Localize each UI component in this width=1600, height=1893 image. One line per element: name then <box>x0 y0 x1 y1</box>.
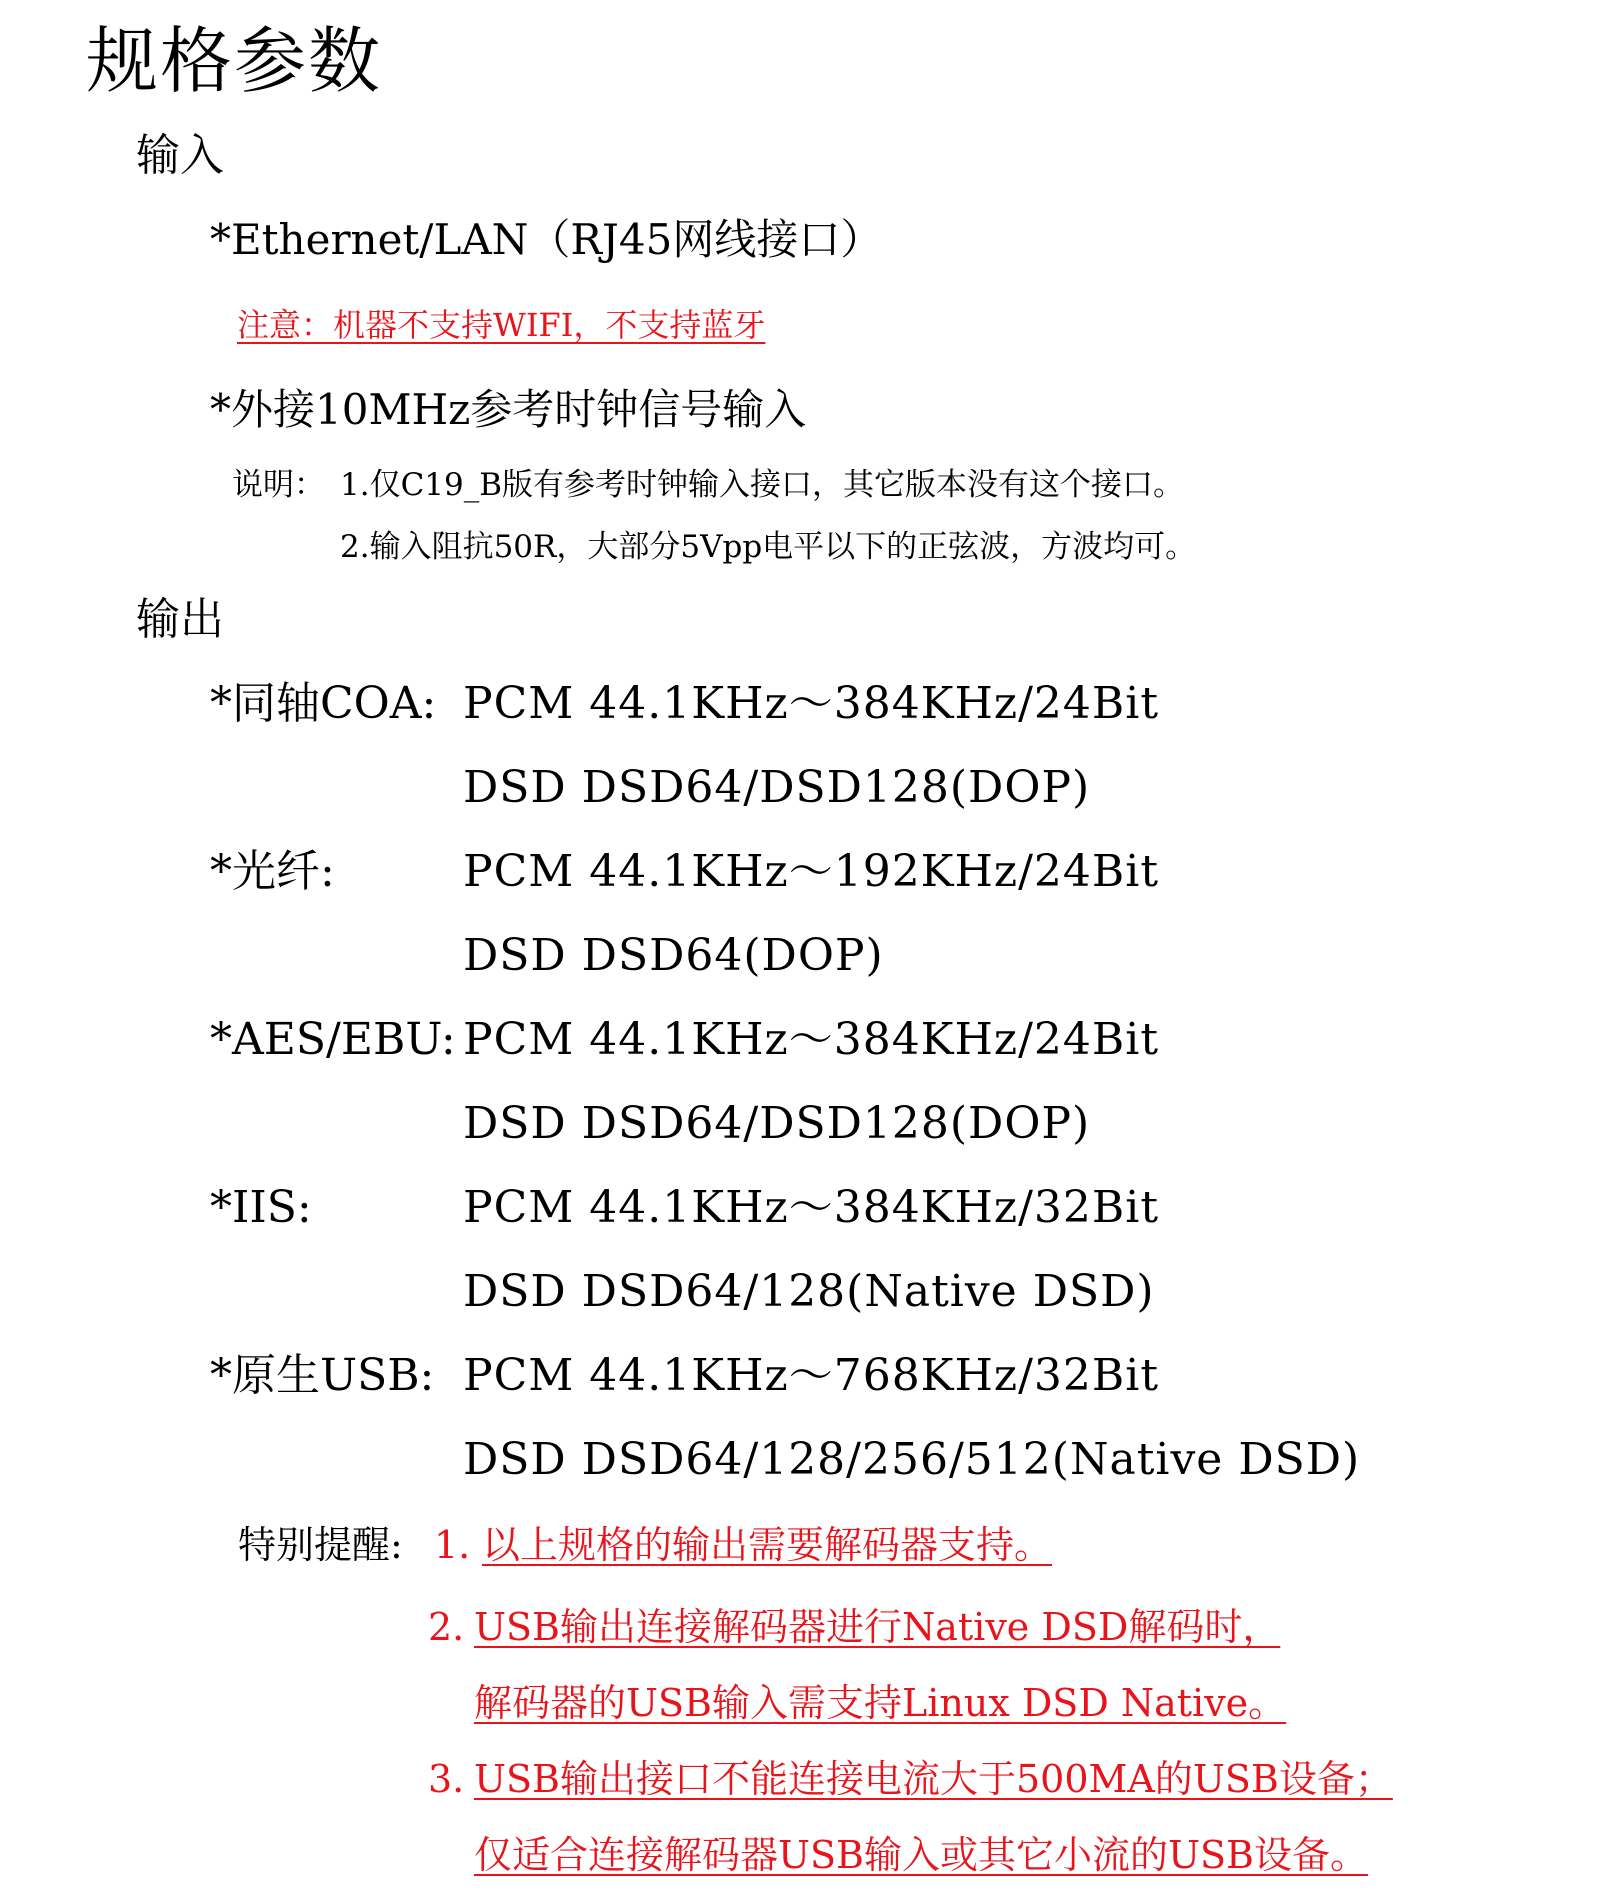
spec-dsd-aes-ebu: DSD DSD64/DSD128(DOP) <box>463 1098 1091 1149</box>
reminder-number-1: 1. <box>434 1523 471 1567</box>
spec-label-iis: *IIS: <box>210 1182 312 1233</box>
reminder-label: 特别提醒: <box>238 1523 403 1567</box>
reminder-number-2: 2. <box>428 1605 465 1649</box>
spec-label-usb: *原生USB: <box>210 1350 435 1401</box>
input-heading: 输入 <box>136 130 224 181</box>
wifi-warning: 注意：机器不支持WIFI，不支持蓝牙 <box>237 306 766 344</box>
spec-dsd-usb: DSD DSD64/128/256/512(Native DSD) <box>463 1434 1361 1485</box>
spec-label-aes-ebu: *AES/EBU: <box>210 1014 456 1065</box>
reminder-text-2a: USB输出连接解码器进行Native DSD解码时， <box>474 1605 1281 1649</box>
spec-pcm-optical: PCM 44.1KHz～192KHz/24Bit <box>463 846 1160 897</box>
spec-pcm-coaxial: PCM 44.1KHz～384KHz/24Bit <box>463 678 1160 729</box>
reminder-text-3b: 仅适合连接解码器USB输入或其它小流的USB设备。 <box>474 1833 1368 1877</box>
reminder-text-3a: USB输出接口不能连接电流大于500MA的USB设备； <box>474 1757 1393 1801</box>
explain-label: 说明： <box>232 467 325 503</box>
spec-dsd-iis: DSD DSD64/128(Native DSD) <box>463 1266 1155 1317</box>
spec-pcm-aes-ebu: PCM 44.1KHz～384KHz/24Bit <box>463 1014 1160 1065</box>
explain-line-2: 2.输入阻抗50R，大部分5Vpp电平以下的正弦波，方波均可。 <box>340 529 1197 565</box>
spec-pcm-usb: PCM 44.1KHz～768KHz/32Bit <box>463 1350 1160 1401</box>
explain-line-1: 1.仅C19_B版有参考时钟输入接口，其它版本没有这个接口。 <box>340 467 1185 503</box>
spec-dsd-coaxial: DSD DSD64/DSD128(DOP) <box>463 762 1091 813</box>
spec-pcm-iis: PCM 44.1KHz～384KHz/32Bit <box>463 1182 1160 1233</box>
clock-input-spec: *外接10MHz参考时钟信号输入 <box>210 385 807 434</box>
ethernet-spec: *Ethernet/LAN（RJ45网线接口） <box>210 215 883 264</box>
output-heading: 输出 <box>136 594 224 645</box>
spec-label-optical: *光纤: <box>210 846 335 897</box>
page-title: 规格参数 <box>86 19 383 103</box>
reminder-number-3: 3. <box>428 1757 465 1801</box>
reminder-text-2b: 解码器的USB输入需支持Linux DSD Native。 <box>474 1681 1287 1725</box>
reminder-text-1: 以上规格的输出需要解码器支持。 <box>482 1523 1053 1567</box>
spec-label-coaxial: *同轴COA: <box>210 678 437 729</box>
spec-dsd-optical: DSD DSD64(DOP) <box>463 930 884 981</box>
